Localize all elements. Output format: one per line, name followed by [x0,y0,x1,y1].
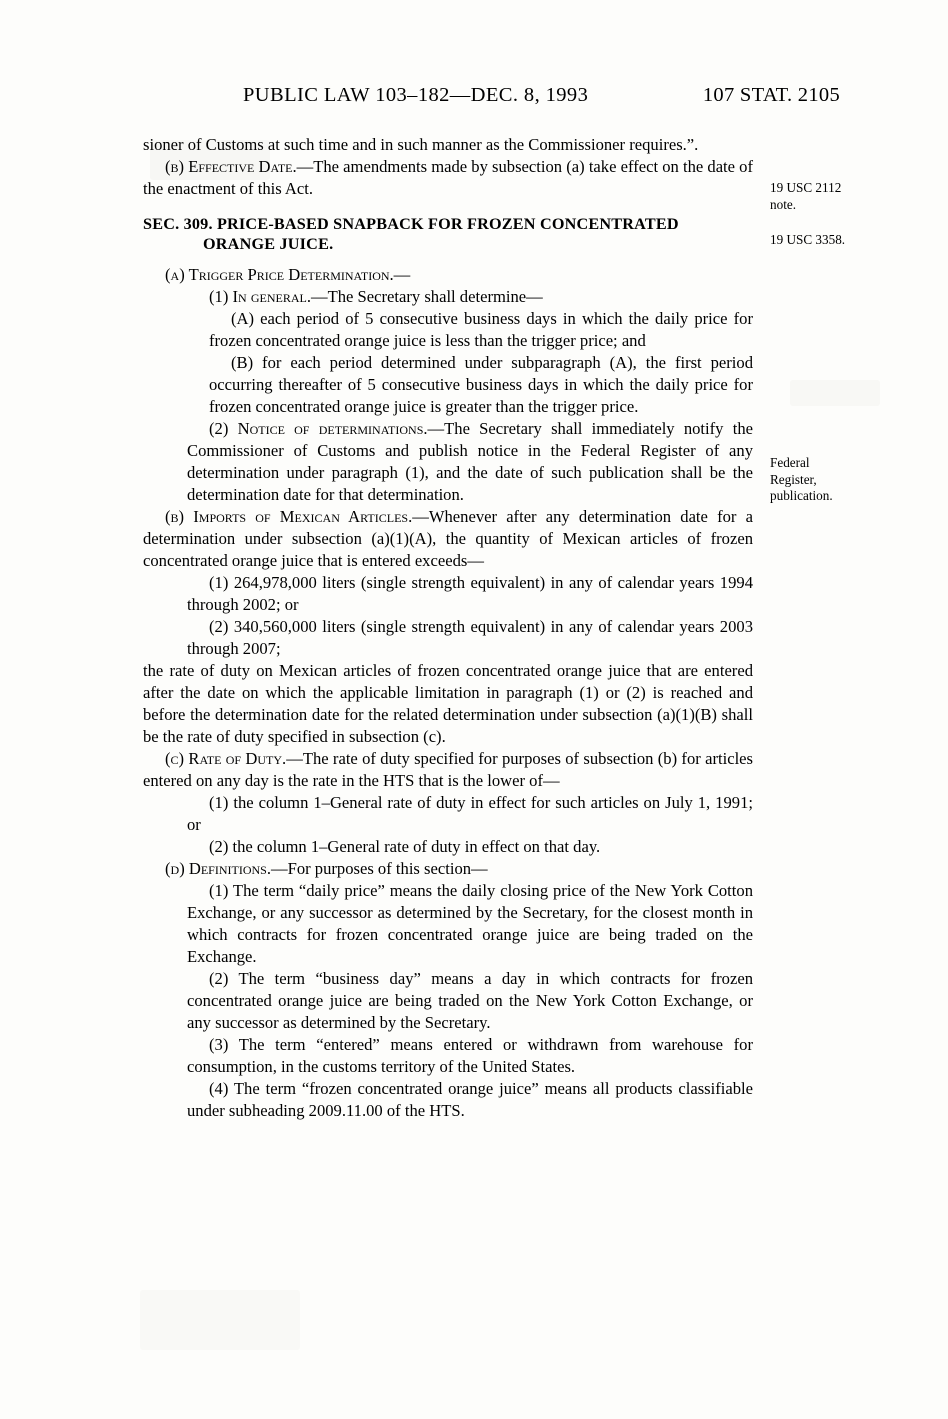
effective-date-label: (b) Effective Date.— [165,157,314,176]
scan-artifact [140,1290,300,1350]
paragraph-effective-date [143,156,753,200]
paragraph-c2: (2) the column 1–General rate of duty in effect on that day. [209,837,601,856]
subsection-d [143,858,753,880]
margin-note-line: 19 USC 3358. [770,232,846,247]
paragraph-b2: (2) 340,560,000 liters (single strength equivalent) in any of calendar years 2003 through 2007; [187,617,753,658]
paragraph-d1: (1) The term “daily price” means the daily closing price of the New York Cotton Exchange, or any successor as determined by the Secretary, for the closest month in which contracts for frozen concentrated orange juice are being traded on the Exchange. [187,881,753,966]
section-heading-line1: SEC. 309. PRICE-BASED SNAPBACK FOR FROZEN CONCENTRATED [143,215,679,233]
margin-note-line: Federal [770,455,810,470]
paragraph-a1-text: The Secretary shall determine— [327,287,543,306]
margin-note-usc-2112 [770,180,920,213]
margin-note-line: publication. [770,488,833,503]
header-stat-number: 107 STAT. 2105 [702,84,840,106]
paragraph-continued: sioner of Customs at such time and in such manner as the Commissioner requires.”. [143,135,699,154]
paragraph-d2: (2) The term “business day” means a day in which contracts for frozen concentrated orange juice are being traded on the New York Cotton Exchange, or any successor as determined by the Secretary. [187,969,753,1032]
paragraph-d4: (4) The term “frozen concentrated orange juice” means all products classifiable under subheading 2009.11.00 of the HTS. [187,1079,753,1120]
paragraph-a2-label: (2) Notice of determinations.— [209,419,445,438]
effective-date-text: The amendments made by subsection (a) take effect on the date of the enactment of this Act. [143,157,754,198]
header-public-law: PUBLIC LAW 103–182—DEC. 8, 1993 [243,84,589,106]
paragraph-c1: (1) the column 1–General rate of duty in effect for such articles on July 1, 1991; or [187,793,753,834]
paragraph-a1-label: (1) In general.— [209,287,328,306]
subsection-a-label: (a) Trigger Price Determination.— [165,265,411,284]
section-heading-line2: ORANGE JUICE. [203,235,334,253]
subsection-b-text: Whenever after any determination date for a determination under subsection (a)(1)(A), the quantity of Mexican articles of frozen concentrated orange juice that is entered exceeds— [143,507,753,570]
section-heading [143,214,753,254]
document-body [143,134,753,1122]
subsection-b-tail: the rate of duty on Mexican articles of frozen concentrated orange juice that are entered after the date on which the applicable limitation in paragraph (1) or (2) is reached and before the determination date for the related determination under subsection (a)(1)(B) shall be the rate of duty specified in subsection (c). [143,661,753,746]
subsection-b-label: (b) Imports of Mexican Articles.— [165,507,429,526]
paragraph-b1: (1) 264,978,000 liters (single strength equivalent) in any of calendar years 1994 through 2002; or [187,573,753,614]
subsection-c-label: (c) Rate of Duty.— [165,749,303,768]
paragraph-a2-text: The Secretary shall immediately notify the Commissioner of Customs and publish notice in the Federal Register of any determination under paragraph (1), and the date of such publication shall be the determination date for that determination. [187,419,753,504]
margin-note-federal-register [770,455,920,505]
paragraph-d3: (3) The term “entered” means entered or withdrawn from warehouse for consumption, in the customs territory of the United States. [187,1035,753,1076]
margin-note-line: 19 USC 2112 [770,180,842,195]
margin-note-usc-3358 [770,232,920,249]
subsection-c-text: The rate of duty specified for purposes of subsection (b) for articles entered on any day is the rate in the HTS that is the lower of— [143,749,754,790]
subsection-d-label: (d) Definitions.— [165,859,288,878]
subsection-a-heading [143,264,753,286]
subparagraph-a1B: (B) for each period determined under subparagraph (A), the first period occurring thereafter of 5 consecutive business days in which the daily price for frozen concentrated orange juice is greater than the trigger price. [209,353,753,416]
scan-artifact [790,380,880,406]
paragraph-a1 [143,286,753,308]
margin-note-line: Register, [770,471,817,487]
margin-note-line: note. [770,196,797,212]
subparagraph-a1A: (A) each period of 5 consecutive business days in which the daily price for frozen concentrated orange juice is less than the trigger price; and [209,309,753,350]
subsection-d-text: For purposes of this section— [287,859,488,878]
subsection-c [143,748,753,792]
page-header [0,84,948,112]
paragraph-a2 [143,418,753,506]
subsection-b [143,506,753,572]
